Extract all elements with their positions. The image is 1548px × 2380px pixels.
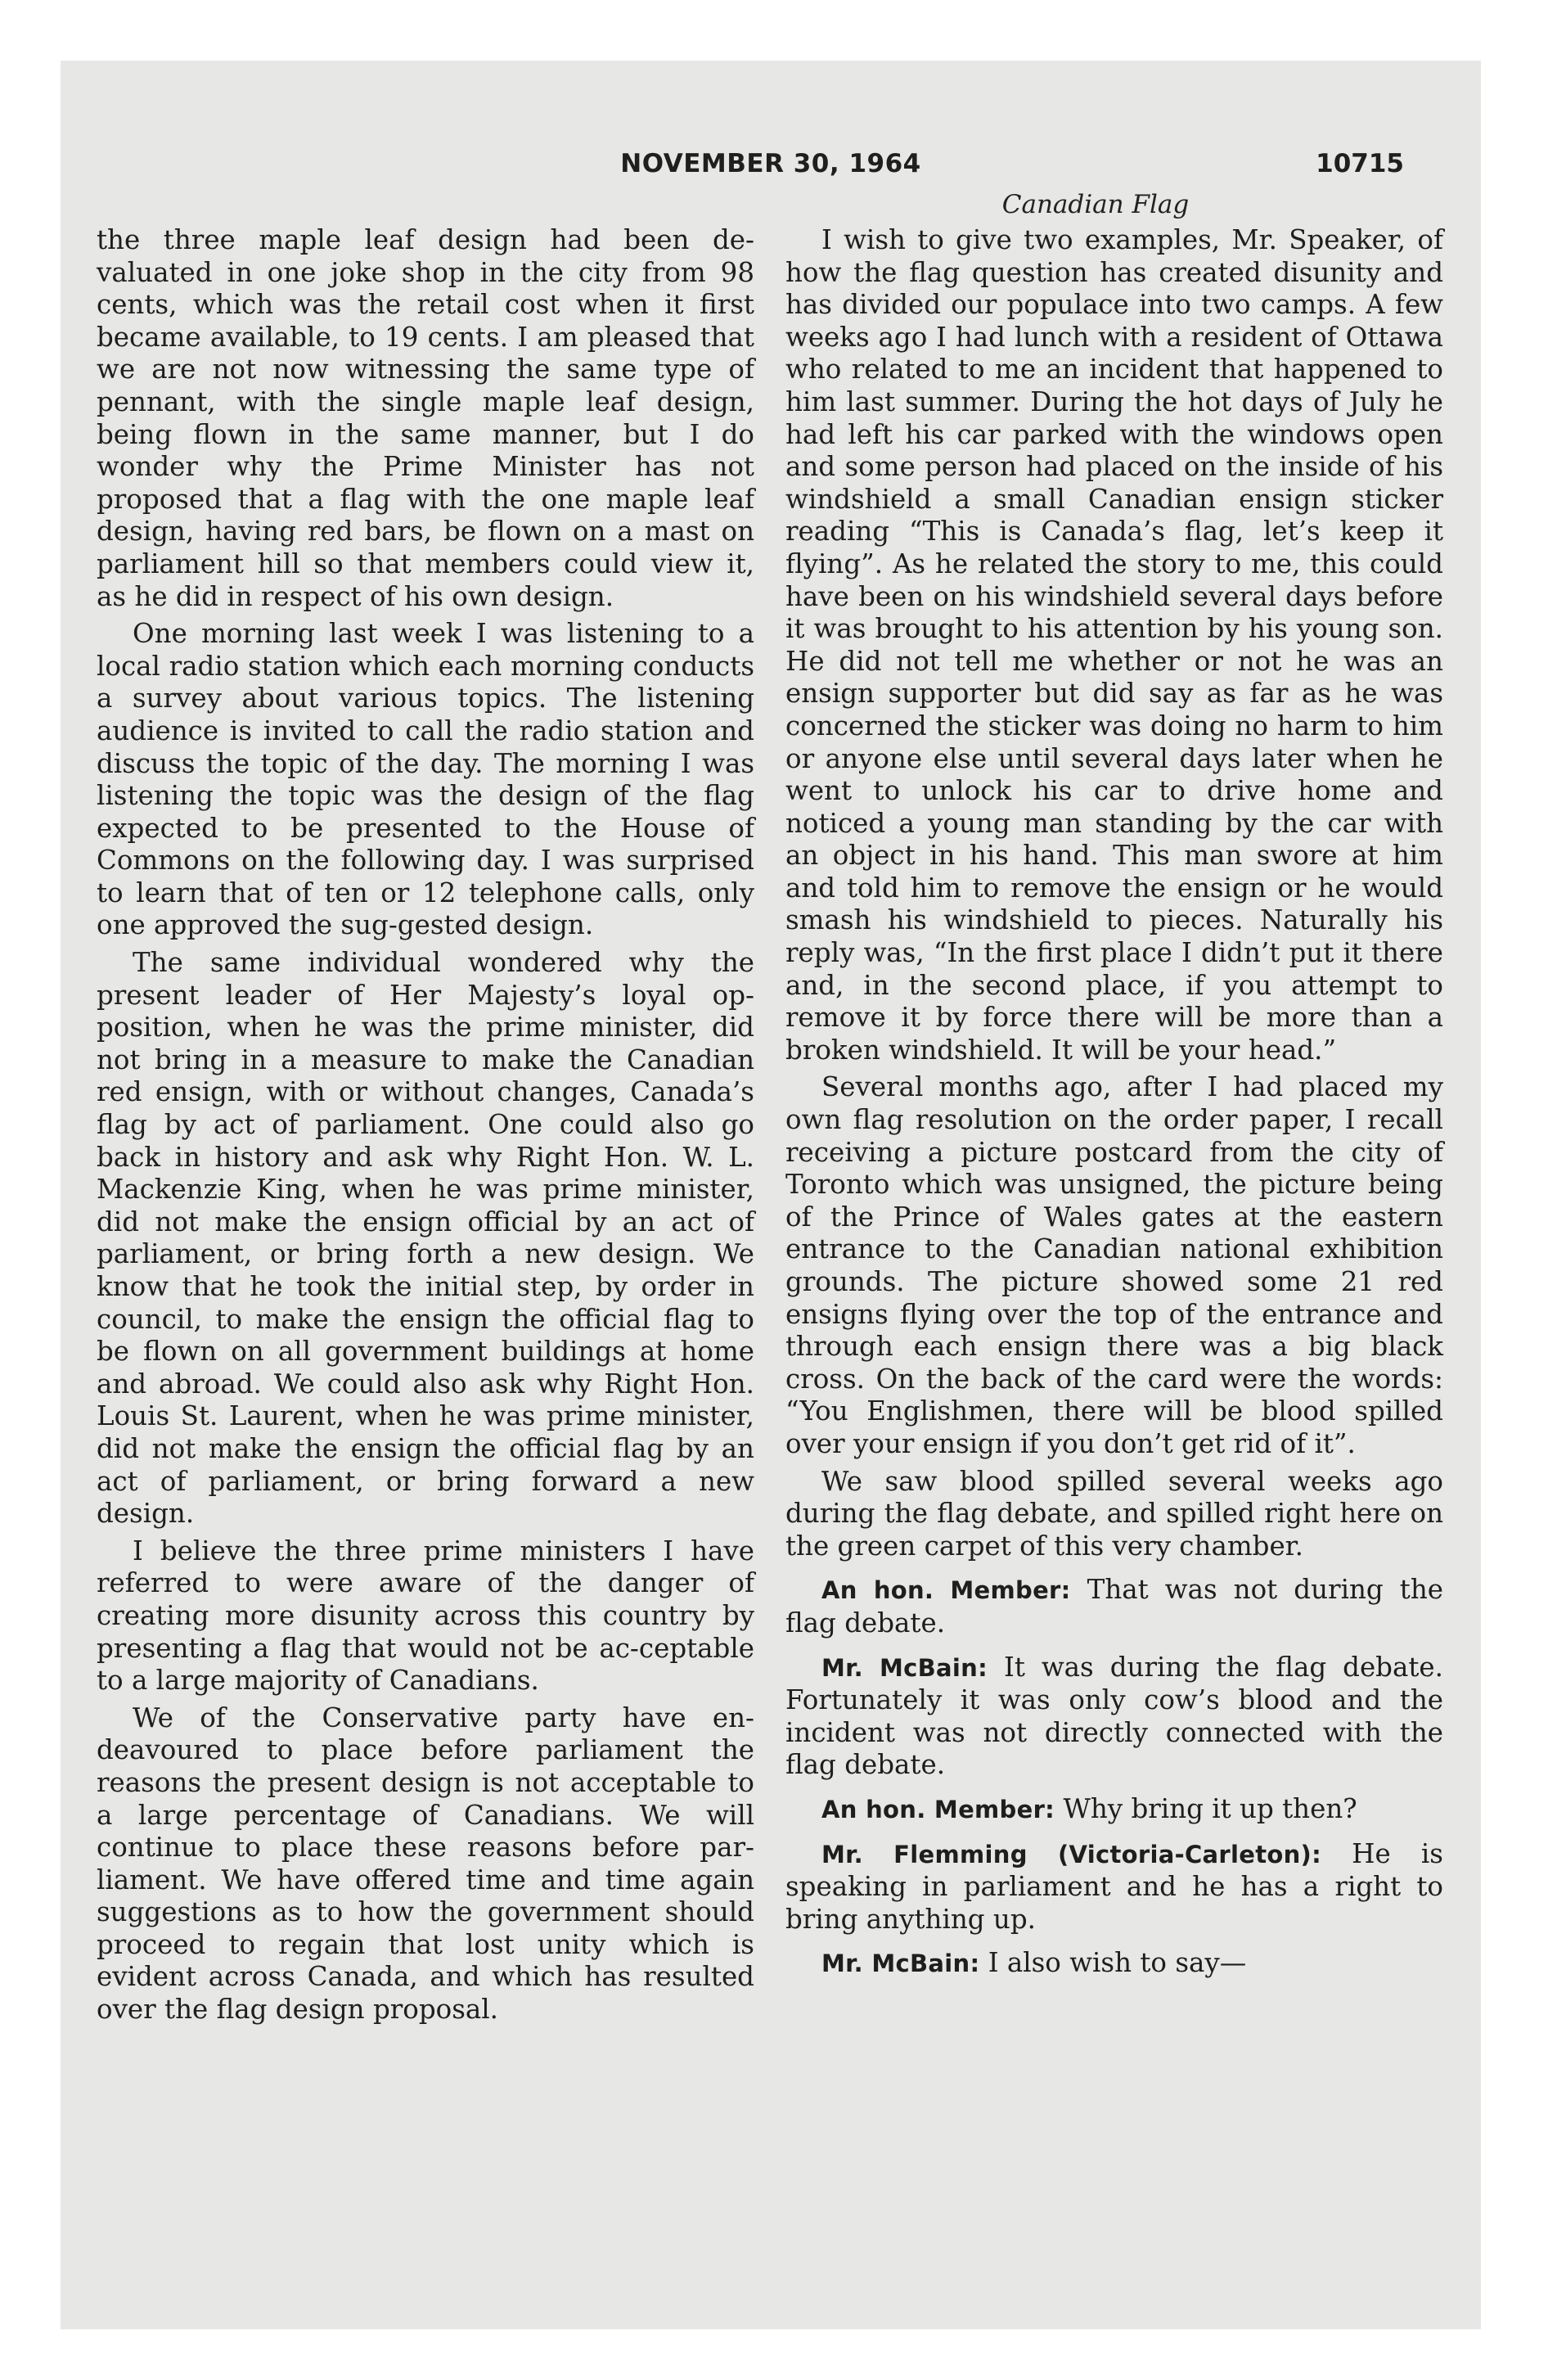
page-number: 10715 — [1316, 149, 1404, 178]
speech-text: He is speaking in parliament and he has a right to bring anything up. — [785, 1837, 1443, 1935]
speech-text: I also wish to say— — [988, 1947, 1247, 1979]
right-paragraph: I wish to give two examples, Mr. Speaker, of how the flag question has created disunity and has divided our populace into two camps. A few weeks ago I had lunch with a resident of Ottawa who related to me an incident that happened to him last summer. During the hot days of July he had left his car parked with the windows open and some person had placed on the inside of his windshield a small Canadian ensign sticker reading “This is Canada’s flag, let’s keep it flying”. As he related the story to me, this could have been on his windshield several days before it was brought to his attention by his young son. He did not tell me whether or not he was an ensign supporter but did say as far as he was concerned the sticker was doing no harm to him or anyone else until several days later when he went to unlock his car to drive home and noticed a young man standing by the car with an object in his hand. This man swore at him and told him to remove the ensign or he would smash his windshield to pieces. Naturally his reply was, “In the first place I didn’t put it there and, in the second place, if you attempt to remove it by force there will be more than a broken windshield. It will be your head.” — [785, 224, 1443, 1066]
left-paragraph: the three maple leaf design had been de-valuated in one joke shop in the city from 98 cents, which was the retail cost when it first became available, to 19 cents. I am pleased that we are not now witnessing the same type of pennant, with the single maple leaf design, being flown in the same manner, but I do wonder why the Prime Minister has not proposed that a flag with the one maple leaf design, having red bars, be flown on a mast on parliament hill so that members could view it, as he did in respect of his own design. — [97, 224, 754, 612]
left-paragraph: I believe the three prime ministers I have referred to were aware of the danger of creating more disunity across this country by presenting a flag that would not be ac-ceptable to a large majority of Canadians. — [97, 1535, 754, 1697]
speaker-name: An hon. Member: — [821, 1795, 1055, 1823]
left-paragraph: The same individual wondered why the present leader of Her Majesty’s loyal op-position, when he was the prime minister, did not bring in a measure to make the Canadian red ensign, with or without changes, Canada’s flag by act of parliament. One could also go back in history and ask why Right Hon. W. L. Mackenzie King, when he was prime minister, did not make the ensign official by an act of parliament, or bring forth a new design. We know that he took the initial step, by order in council, to make the ensign the official flag to be flown on all government buildings at home and abroad. We could also ask why Right Hon. Louis St. Laurent, when he was prime minister, did not make the ensign the official flag by an act of parliament, or bring forward a new design. — [97, 947, 754, 1530]
speaker-name: Mr. Flemming (Victoria-Carleton): — [821, 1840, 1321, 1868]
exchange-entry — [785, 1793, 1443, 1827]
right-paragraph: We saw blood spilled several weeks ago during the flag debate, and spilled right here on the green carpet of this very chamber. — [785, 1465, 1443, 1562]
hansard-page — [61, 61, 1481, 2329]
exchange-entry — [785, 1838, 1443, 1936]
speech-text: Why bring it up then? — [1063, 1792, 1357, 1824]
section-subject: Canadian Flag — [1001, 190, 1190, 219]
page-header — [61, 149, 1481, 185]
exchange-entry — [785, 1574, 1443, 1639]
left-paragraph: One morning last week I was listening to a local radio station which each morning conducts a survey about various topics. The listening audience is invited to call the radio station and discuss the topic of the day. The morning I was listening the topic was the design of the flag expected to be presented to the House of Commons on the following day. I was surprised to learn that of ten or 12 telephone calls, only one approved the sug-gested design. — [97, 618, 754, 941]
speaker-name: An hon. Member: — [821, 1576, 1071, 1605]
exchange-entry — [785, 1947, 1443, 1981]
speech-text: It was during the flag debate. Fortunately it was only cow’s blood and the incident was not directly connected with the flag debate. — [785, 1651, 1443, 1781]
right-column — [785, 224, 1443, 1986]
speech-text: That was not during the flag debate. — [785, 1574, 1443, 1639]
right-paragraph: Several months ago, after I had placed my own flag resolution on the order paper, I recall receiving a picture postcard from the city of Toronto which was unsigned, the picture being of the Prince of Wales gates at the eastern entrance to the Canadian national exhibition grounds. The picture showed some 21 red ensigns flying over the top of the entrance and through each ensign there was a big black cross. On the back of the card were the words: “You Englishmen, there will be blood spilled over your ensign if you don’t get rid of it”. — [785, 1071, 1443, 1459]
speaker-name: Mr. McBain: — [821, 1653, 988, 1682]
exchange-entry — [785, 1652, 1443, 1782]
left-paragraph: We of the Conservative party have en-deavoured to place before parliament the reasons the present design is not acceptable to a large percentage of Canadians. We will continue to place these reasons before par-liament. We have offered time and time again suggestions as to how the government should proceed to regain that lost unity which is evident across Canada, and which has resulted over the flag design proposal. — [97, 1702, 754, 2026]
left-column — [97, 224, 754, 2031]
header-date: NOVEMBER 30, 1964 — [620, 149, 921, 178]
speaker-name: Mr. McBain: — [821, 1950, 980, 1978]
